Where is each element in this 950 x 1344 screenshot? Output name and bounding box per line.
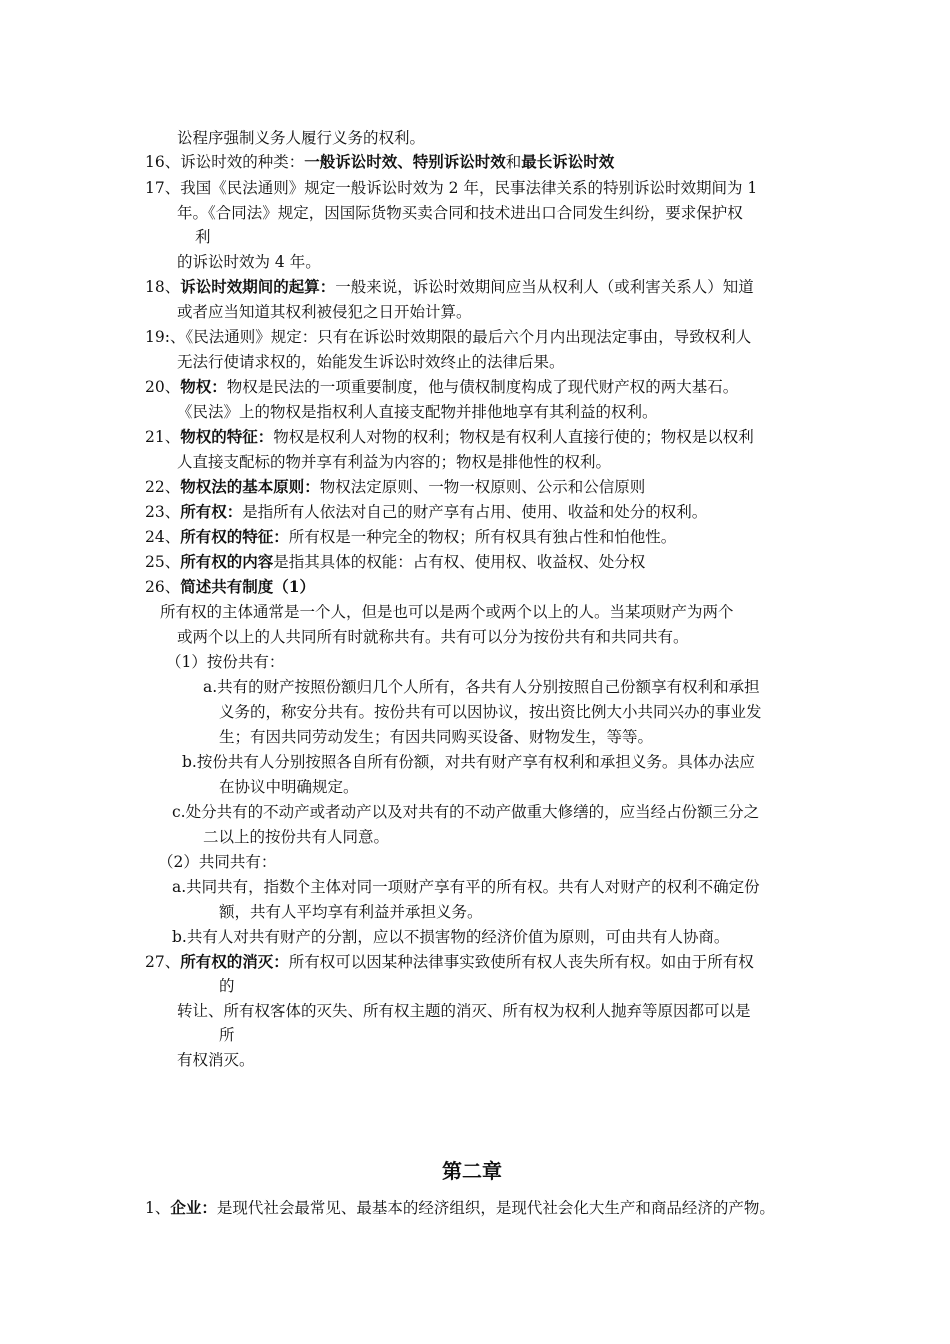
text-line: 年。《合同法》规定，因国际货物买卖合同和技术进出口合同发生纠纷，要求保护权 [177,204,743,222]
list-item-21: 21、物权的特征：物权是权利人对物的权利；物权是有权利人直接行使的；物权是以权利 [145,427,754,446]
text-line: 在协议中明确规定。 [219,778,359,796]
chapter-item-1: 1、企业：是现代社会最常见、最基本的经济组织，是现代社会化大生产和商品经济的产物。 [145,1198,775,1217]
subheading-common-joint: （2）共同共有： [158,853,277,871]
text-line: 的诉讼时效为 4 年。 [177,253,321,271]
text-line: a.共同共有，指数个主体对同一项财产享有平的所有权。共有人对财产的权利不确定份 [172,878,760,896]
list-item-27: 27、所有权的消灭：所有权可以因某种法律事实致使所有权人丧失所有权。如由于所有权 [145,952,754,971]
text-line: 或者应当知道其权利被侵犯之日开始计算。 [177,303,472,321]
list-item-19: 19:、《民法通则》规定：只有在诉讼时效期限的最后六个月内出现法定事由，导致权利人 [145,328,752,346]
text-line: 义务的，称安分共有。按份共有可以因协议，按出资比例大小共同兴办的事业发 [219,703,762,721]
list-item-22: 22、物权法的基本原则：物权法定原则、一物一权原则、公示和公信原则 [145,477,646,496]
subheading-joint-by-share: （1）按份共有： [166,653,285,671]
text-line: 二以上的按份共有人同意。 [203,828,390,846]
text-line: 所 [219,1026,235,1044]
list-item-16: 16、诉讼时效的种类：一般诉讼时效、特别诉讼时效和最长诉讼时效 [145,152,615,171]
text-line: 利 [195,228,211,246]
list-item-17: 17、我国《民法通则》规定一般诉讼时效为 2 年，民事法律关系的特别诉讼时效期间为 1 [145,179,758,197]
text-line: a.共有的财产按照份额归几个人所有，各共有人分别按照自己份额享有权利和承担 [203,678,760,696]
text-line: 生；有因共同劳动发生；有因共同购买设备、财物发生，等等。 [219,728,654,746]
list-item-20: 20、物权：物权是民法的一项重要制度，他与债权制度构成了现代财产权的两大基石。 [145,377,739,396]
text-line: 讼程序强制义务人履行义务的权利。 [177,129,426,147]
text-line: 额，共有人平均享有利益并承担义务。 [219,903,483,921]
text-line: 或两个以上的人共同所有时就称共有。共有可以分为按份共有和共同共有。 [177,628,689,646]
list-item-23: 23、所有权：是指所有人依法对自己的财产享有占用、使用、收益和处分的权利。 [145,502,708,521]
text-line: 《民法》上的物权是指权利人直接支配物并排他地享有其利益的权利。 [177,403,658,421]
text-line: b.按份共有人分别按照各自所有份额，对共有财产享有权利和承担义务。具体办法应 [182,753,755,771]
text-line: 的 [219,977,235,995]
chapter-title: 第二章 [442,1159,502,1183]
list-item-26: 26、简述共有制度（1） [145,577,316,596]
text-line: 转让、所有权客体的灭失、所有权主题的消灭、所有权为权利人抛弃等原因都可以是 [177,1002,751,1020]
list-item-18: 18、诉讼时效期间的起算：一般来说，诉讼时效期间应当从权利人（或利害关系人）知道 [145,277,754,296]
text-line: b.共有人对共有财产的分割，应以不损害物的经济价值为原则，可由共有人协商。 [172,928,730,946]
list-item-24: 24、所有权的特征：所有权是一种完全的物权；所有权具有独占性和怕他性。 [145,527,677,546]
text-line: 有权消灭。 [177,1051,255,1069]
text-line: 所有权的主体通常是一个人，但是也可以是两个或两个以上的人。当某项财产为两个 [160,603,734,621]
list-item-25: 25、所有权的内容是指其具体的权能：占有权、使用权、收益权、处分权 [145,552,646,571]
text-line: c.处分共有的不动产或者动产以及对共有的不动产做重大修缮的，应当经占份额三分之 [172,803,760,821]
text-line: 人直接支配标的物并享有利益为内容的；物权是排他性的权利。 [177,453,612,471]
text-line: 无法行使请求权的，始能发生诉讼时效终止的法律后果。 [177,353,565,371]
